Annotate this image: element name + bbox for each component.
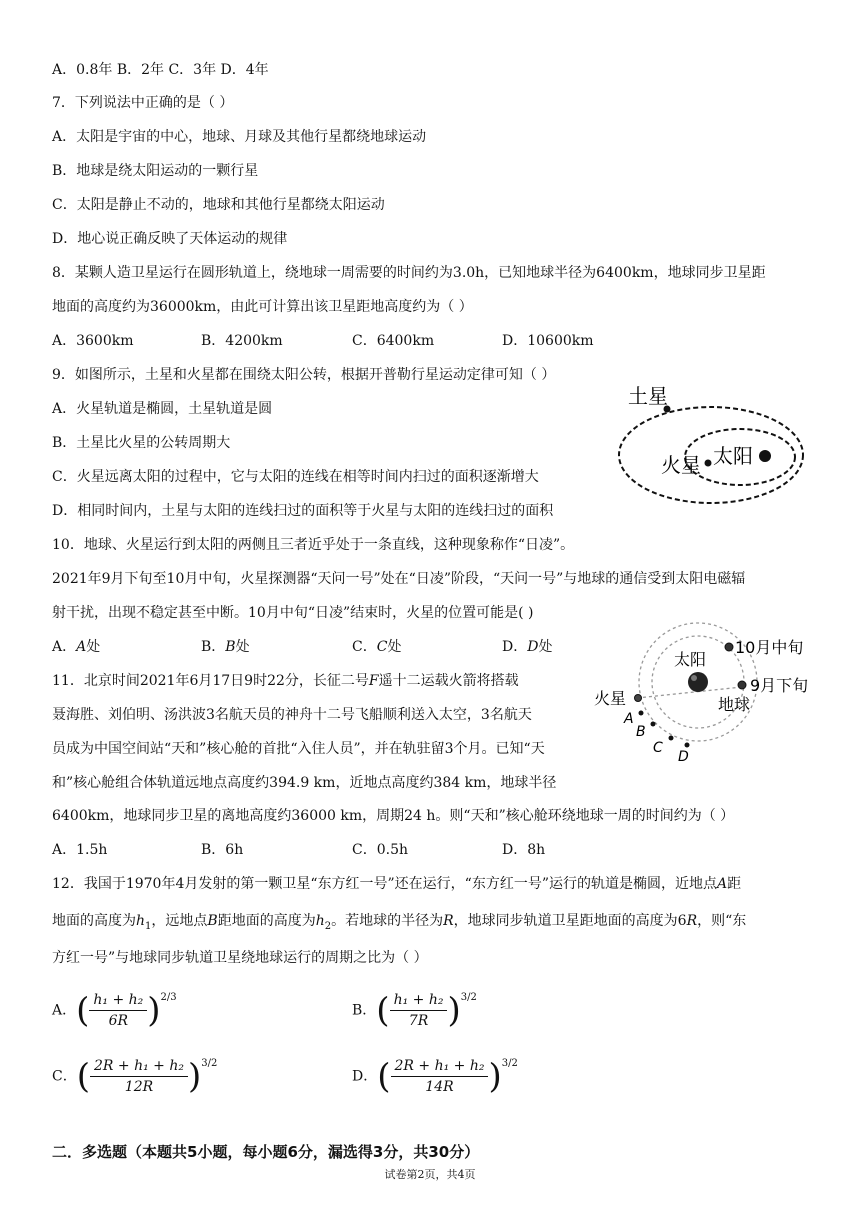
earth-label: 地球: [718, 695, 751, 714]
label-d: D: [678, 749, 689, 765]
saturn-label: 土星: [628, 384, 668, 408]
q10-option-a: A．A处: [52, 639, 101, 655]
q8-option-c: C．6400km: [352, 333, 435, 349]
q11-option-d: D．8h: [502, 842, 546, 858]
q10-option-b: B．B处: [201, 639, 250, 655]
q11-option-a: A．1.5h: [52, 842, 108, 858]
q9-option-c: C．火星远离太阳的过程中，它与太阳的连线在相等时间内扫过的面积逐渐增大: [52, 469, 539, 485]
sep-label: 9月下旬: [750, 676, 809, 695]
q8-stem-line1: 8．某颗人造卫星运行在圆形轨道上，绕地球一周需要的时间约为3.0h，已知地球半径为6400km，地球同步卫星距: [52, 265, 766, 281]
sun-label: 太阳: [713, 444, 753, 468]
q7-option-d: D．地心说正确反映了天体运动的规律: [52, 231, 288, 247]
mars-label: 火星: [661, 453, 701, 477]
q8-stem-line2: 地面的高度约为36000km，由此可计算出该卫星距地高度约为（ ）: [52, 299, 473, 315]
q10-option-c: C．C处: [352, 639, 402, 655]
q12-option-c: C．( $\frac{\text{2R + h₁ + h₂}}{12R}$ )$^{3/2}$: [52, 1056, 218, 1097]
saturn-orbit: [619, 407, 803, 503]
q9-option-d: D．相同时间内，土星与太阳的连线扫过的面积等于火星与太阳的连线扫过的面积: [52, 503, 554, 519]
q11-stem-line5: 6400km，地球同步卫星的离地高度约36000 km，周期24 h。则“天和”核心舱环绕地球一周的时间约为（ ）: [52, 808, 735, 824]
point-b: [651, 722, 656, 727]
q11-stem-line4: 和”核心舱组合体轨道远地点高度约394.9 km，近地点高度约384 km，地球半径: [52, 775, 557, 791]
point-a: [639, 711, 644, 716]
q12-stem-line2: 地面的高度为$h_1$，远地点B距地面的高度为$h_2$。若地球的半径为R，地球同步轨道卫星距地面的高度为6R，则“东: [52, 913, 747, 932]
mars-dot: [635, 695, 642, 702]
sun-dot: [759, 450, 771, 462]
section-title: 二．多选题（本题共5小题，每小题6分，漏选得3分，共30分）: [52, 1143, 480, 1161]
q7-option-c: C．太阳是静止不动的，地球和其他行星都绕太阳运动: [52, 197, 385, 213]
q11-option-b: B．6h: [201, 842, 244, 858]
mars-label: 火星: [594, 689, 627, 708]
q8-option-d: D．10600km: [502, 333, 594, 349]
sun-label: 太阳: [674, 650, 707, 669]
q12-stem-line1: 12．我国于1970年4月发射的第一颗卫星“东方红一号”还在运行，“东方红一号”运行的轨道是椭圆，近地点A距: [52, 876, 742, 892]
label-a: A: [624, 711, 634, 727]
q11-stem-line1: 11．北京时间2021年6月17日9时22分，长征二号F遥十二运载火箭将搭载: [52, 673, 519, 689]
q7-option-b: B．地球是绕太阳运动的一颗行星: [52, 163, 259, 179]
point-d: [685, 743, 690, 748]
earth-oct-dot: [725, 643, 733, 651]
q10-stem-line1: 10．地球、火星运行到太阳的两侧且三者近乎处于一条直线，这种现象称作“日凌”。: [52, 537, 575, 553]
q7-option-a: A．太阳是宇宙的中心，地球、月球及其他行星都绕地球运动: [52, 129, 427, 145]
oct-label: 10月中旬: [735, 638, 804, 657]
label-c: C: [653, 740, 663, 756]
q10-conjunction-figure: [590, 620, 820, 770]
q10-stem-line2: 2021年9月下旬至10月中旬，火星探测器“天问一号”处在“日凌”阶段，“天问一号”与地球的通信受到太阳电磁辐: [52, 571, 746, 587]
q12-option-a: A．( $\frac{\text{h₁ + h₂}}{6R}$ )$^{2/3}$: [52, 990, 177, 1031]
q12-option-b: B．( $\frac{\text{h₁ + h₂}}{7R}$ )$^{3/2}$: [352, 990, 477, 1031]
q11-option-c: C．0.5h: [352, 842, 408, 858]
earth-sep-dot: [738, 681, 746, 689]
sun-dot: [688, 672, 708, 692]
q9-option-a: A．火星轨道是椭圆，土星轨道是圆: [52, 401, 273, 417]
q10-stem-line3: 射干扰，出现不稳定甚至中断。10月中旬“日凌”结束时，火星的位置可能是( ): [52, 605, 534, 621]
q9-orbit-figure: [615, 375, 815, 510]
q11-stem-line3: 员成为中国空间站“天和”核心舱的首批“入住人员”，并在轨驻留3个月。已知“天: [52, 741, 545, 757]
q9-stem: 9．如图所示，土星和火星都在围绕太阳公转，根据开普勒行星运动定律可知（ ）: [52, 367, 556, 383]
q12-stem-line3: 方红一号”与地球同步轨道卫星绕地球运行的周期之比为（ ）: [52, 950, 428, 966]
q11-stem-line2: 聂海胜、刘伯明、汤洪波3名航天员的神舟十二号飞船顺利送入太空，3名航天: [52, 707, 532, 723]
q10-option-d: D．D处: [502, 639, 553, 655]
q6-options: A．0.8年 B．2年 C．3年 D．4年: [52, 62, 269, 78]
q12-option-d: D．( $\frac{\text{2R + h₁ + h₂}}{14R}$ )$^{3/2}$: [352, 1056, 518, 1097]
mars-dot: [705, 460, 712, 467]
q7-stem: 7．下列说法中正确的是（ ）: [52, 95, 234, 111]
q8-option-a: A．3600km: [52, 333, 134, 349]
q9-option-b: B．土星比火星的公转周期大: [52, 435, 231, 451]
q8-option-b: B．4200km: [201, 333, 283, 349]
page-footer: 试卷第2页，共4页: [384, 1168, 476, 1181]
point-c: [669, 736, 674, 741]
label-b: B: [636, 724, 646, 740]
